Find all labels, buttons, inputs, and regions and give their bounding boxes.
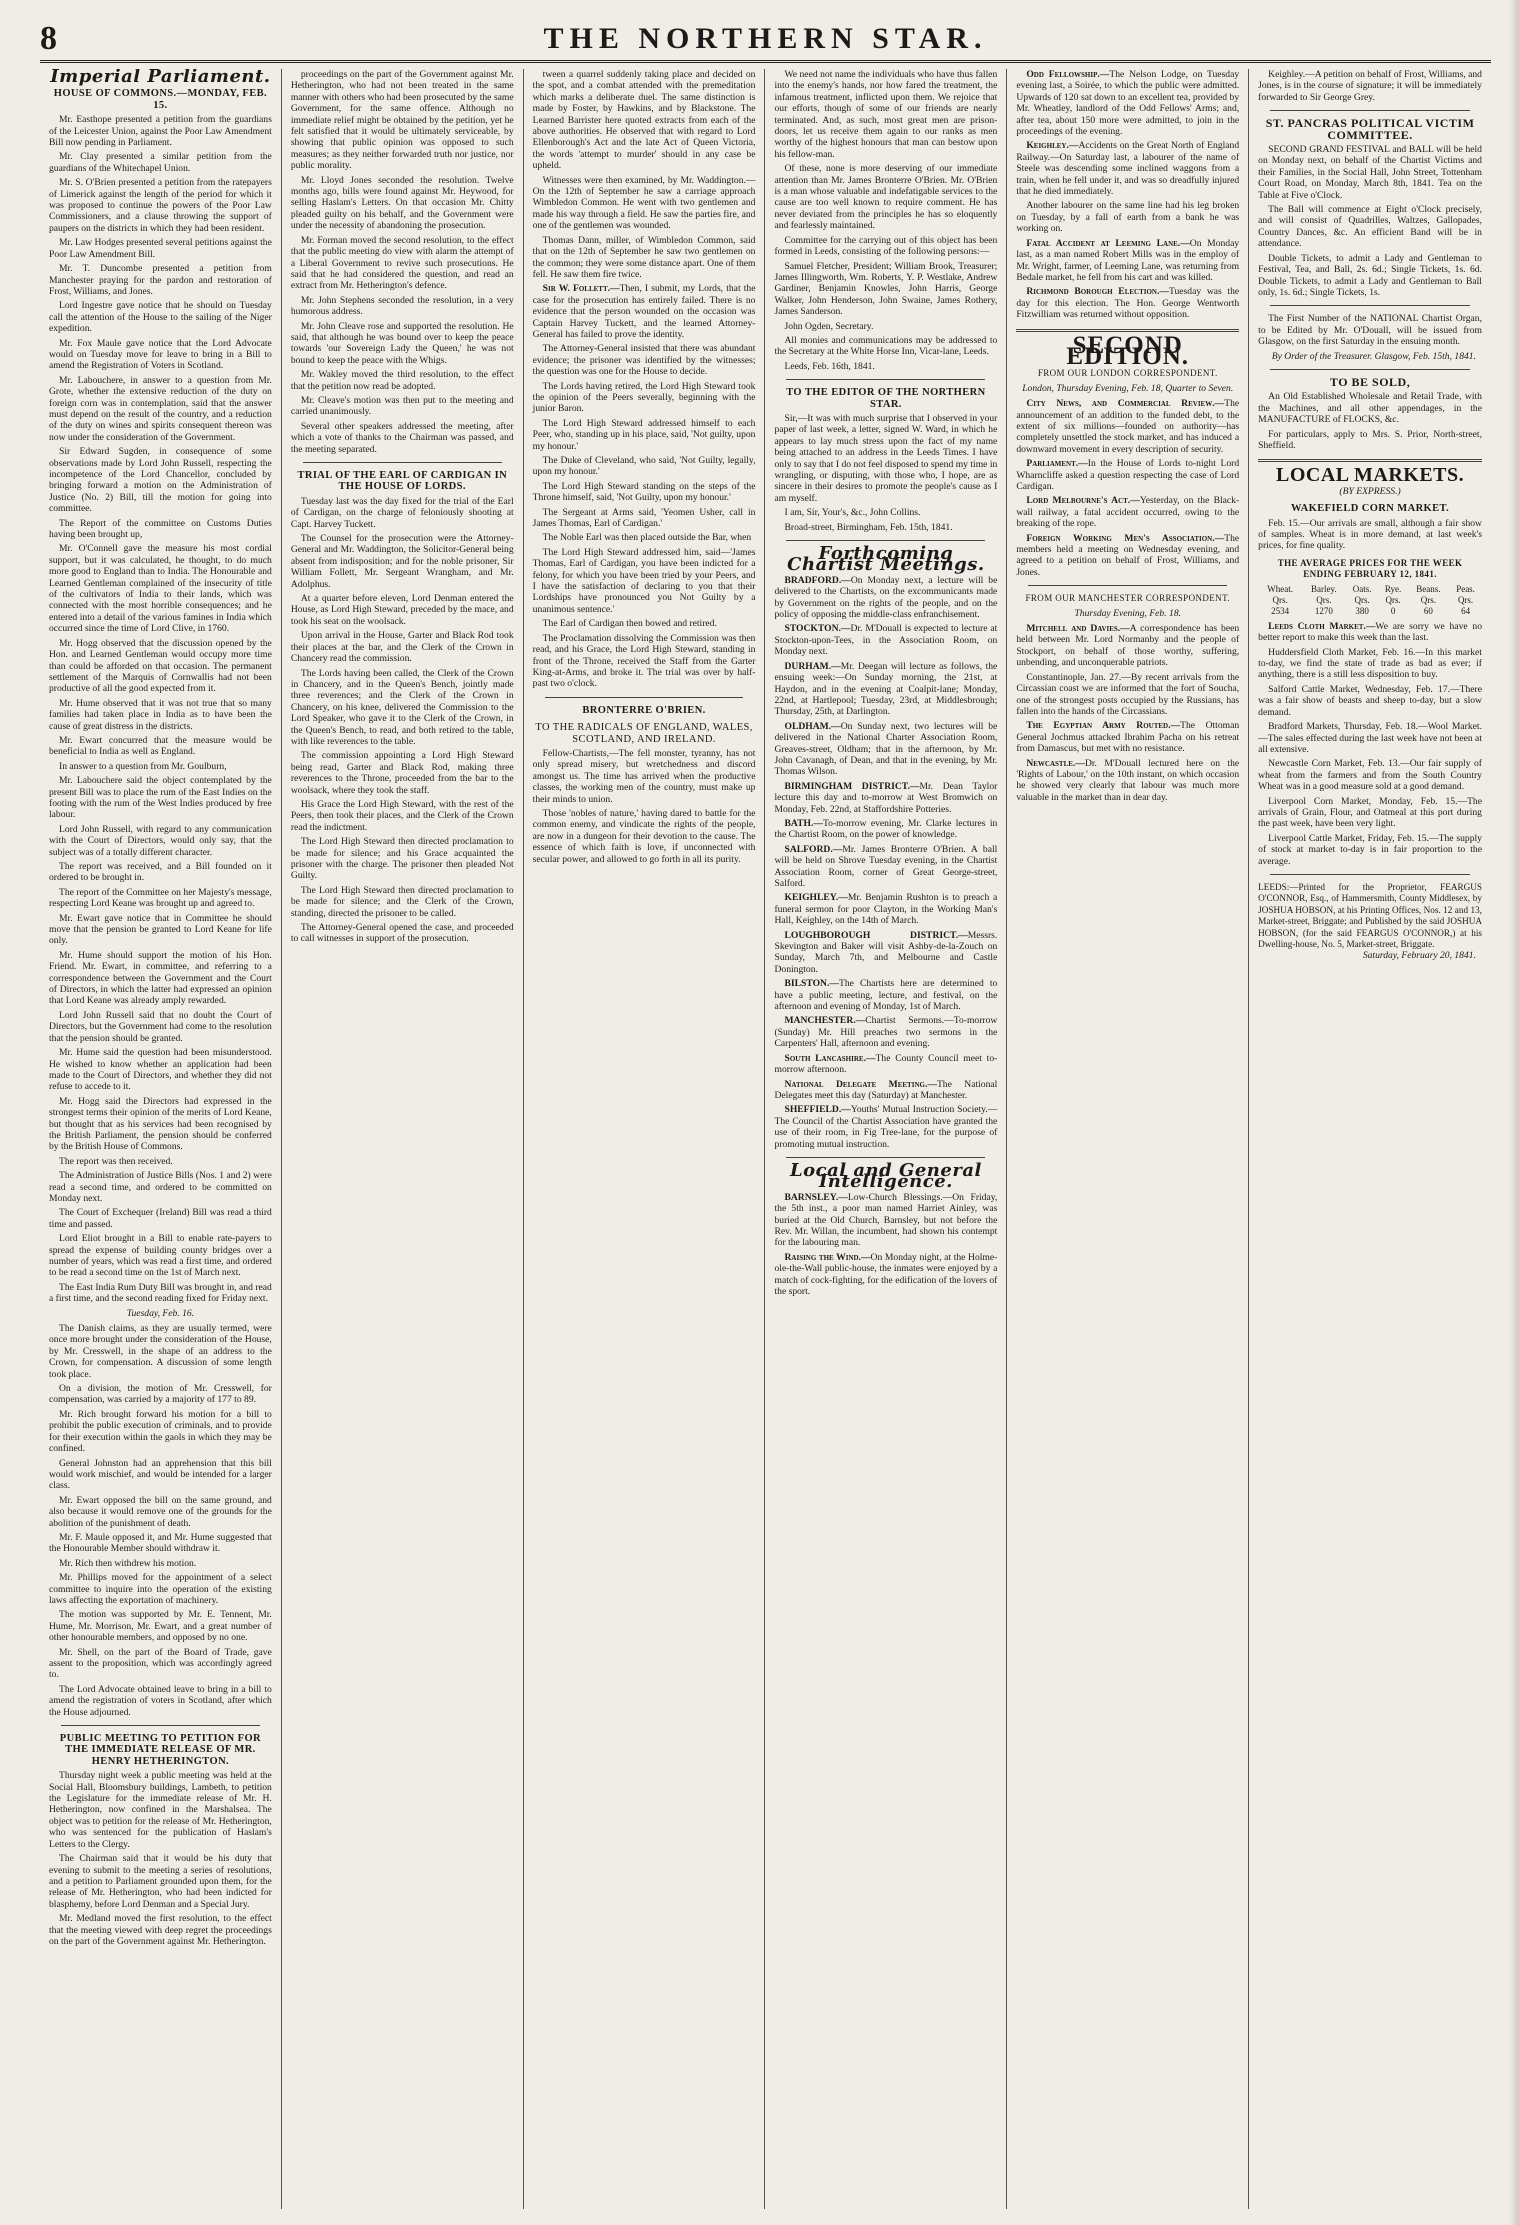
paragraph: proceedings on the part of the Government against Mr. Hetherington, who had not been treated in the same manner with others who had been prosecuted by the same Government, for the same offence. Although no immediate relief might be obtained by the petition, yet he felt satisfied that it would be ultimately serviceable, by showing that public opinion was opposed to such measures; as they neither forwarded truth nor justice, nor public morality. [290,69,514,172]
london-dateline: London, Thursday Evening, Feb. 18, Quarter to Seven. [1022,382,1234,394]
paragraph: Huddersfield Cloth Market, Feb. 16.—In this market to-day, we find the state of trade as bad as ever; if anything, there is a still less disposition to buy. [1258,646,1482,681]
paragraph: BRADFORD.—On Monday next, a lecture will be delivered to the Chartists, on the excommunicants made by Government on the rights of the people, and on the policy of opposing the middle-class enfranchisement. [774,574,998,621]
paragraph: Sir W. Follett.—Then, I submit, my Lords, that the case for the prosecution has entirely failed. There is no evidence that the person wounded on the occasion was Captain Harvey Tuckett, and the learned Attorney-General has failed to prove the identity. [532,283,756,340]
editor-letter [774,413,997,533]
paragraph: BILSTON.—The Chartists here are determined to have a public meeting, lecture, and festival, on the afternoon and evening of Monday, 1st of March. [774,978,998,1013]
paragraph: Mr. John Stephens seconded the resolution, in a very humorous address. [290,294,514,318]
london-correspondent-line: FROM OUR LONDON CORRESPONDENT. [1037,368,1218,379]
averages-cell: 380 [1355,606,1369,617]
paragraph: South Lancashire.—The County Council meet to-morrow afternoon. [774,1052,998,1076]
paragraph: Foreign Working Men's Association.—The members held a meeting on Wednesday evening, and agreed to a petition on behalf of Frost, Williams, and Jones. [1016,532,1240,578]
paragraph: OLDHAM.—On Sunday next, two lectures will be delivered in the National Charter Association Room, Greaves-street, Oldham; that in the afternoon, by Mr. John Cavanagh, of Dean, and that in the evening, by Mr. Thomas Wilson. [774,720,998,778]
paragraph: Mr. O'Connell gave the measure his most cordial support, but it was calculated, he thought, to do much more good to England than to India. The Honourable and Learned Gentleman complained of the insecurity of title of the cultivators of India to their lands, which was connected with the most horrible consequences; and he entered into a detail of the various famines in India which occurred since the time of Lord Clive, in 1760. [49,543,272,635]
markets-subhead: (BY EXPRESS.) [1339,485,1401,497]
paragraph: The Duke of Cleveland, who said, 'Not Guilty, legally, upon my honour.' [532,455,756,478]
paragraph: BATH.—To-morrow evening, Mr. Clarke lectures in the Chartist Room, on the power of knowledge. [774,817,998,841]
paragraph: Mr. Ewart opposed the bill on the same ground, and also because it would remove one of the grounds for the abolition of the punishment of death. [49,1494,272,1529]
paragraph: LOUGHBOROUGH DISTRICT.—Messrs. Skevington and Baker will visit Ashby-de-la-Zouch on Sunday, March 7th, and Melbourne and Castle Donington. [774,929,998,975]
paragraph: Mr. F. Maule opposed it, and Mr. Hume suggested that the Honourable Member should withdraw it. [49,1531,272,1555]
paragraph: The Earl of Cardigan then bowed and retired. [542,618,717,630]
paragraph: The Attorney-General opened the case, and proceeded to call witnesses in support of the prosecution. [290,922,514,945]
paragraph: MANCHESTER.—Chartist Sermons.—To-morrow (Sunday) Mr. Hill preaches two sermons in the Carpenters' Hall, afternoon and evening. [774,1015,998,1050]
local-list [774,1192,997,1298]
manchester-body [1016,623,1239,803]
paragraph: Mr. Hogg said the Directors had expressed in the strongest terms their opinion of the merits of Lord Keane, but thought that as his services had been recognised by the British Parliament, the pension should be conferred by the British House of Commons. [49,1095,272,1153]
paragraph: His Grace the Lord High Steward, with the rest of the Peers, then took their places, and the Clerk of the Crown read the indictment. [290,798,514,833]
paragraph: Mr. Fox Maule gave notice that the Lord Advocate would on Tuesday move for leave to bring in a Bill to amend the Registration of Voters in Scotland. [49,337,272,372]
divider [545,697,744,698]
column-5 [1007,69,1249,2209]
divider [1270,110,1470,111]
divider [786,1157,985,1158]
averages-cell: Qrs. [1385,595,1401,606]
paragraph: tween a quarrel suddenly taking place and decided on the spot, and a combat attended with the premeditation which marks a deliberate duel. The same distinction is made by Foster, by Hawkins, and by Blackstone. The Learned Barrister here quoted extracts from each of the above authorities. He observed that with regard to Lord Ellenborough's Act and the late Act of Queen Victoria, the words 'attempt to murder' should in any case be upheld. [532,69,756,172]
averages-header-row [1258,584,1482,595]
paragraph: The Chairman said that it would be his duty that evening to submit to the meeting a series of resolutions, and a petition to Parliament grounded upon them, for the release of Mr. Hetherington, who had been indicted for blasphemy, before Lord Denman and a Special Jury. [49,1853,272,1910]
paragraph: Tuesday last was the day fixed for the trial of the Earl of Cardigan, on the charge of feloniously shooting at Capt. Harvey Tuckett. [290,495,514,530]
meetings-headline: Forthcoming Chartist Meetings. [787,543,985,576]
bronterre-body [533,748,756,865]
paragraph: The Administration of Justice Bills (Nos. 1 and 2) were read a second time, and ordered to be committed on Monday next. [49,1170,272,1204]
paragraph: Mr. Forman moved the second resolution, to the effect that the public meeting do view with alarm the attempt of a Liberal Government to revive such prosecutions. He said that he had considered the question, and read an extract from Mr. Hetherington's defence. [290,234,514,292]
paragraph: Leeds, Feb. 16th, 1841. [784,360,875,372]
paragraph: General Johnston had an apprehension that this bill would work mischief, and would be intended for a larger class. [49,1457,272,1492]
paragraph: Another labourer on the same line had his leg broken on Tuesday, by a fall of earth from a bank he was working on. [1016,200,1240,235]
divider [1028,585,1227,586]
paragraph: Odd Fellowship.—The Nelson Lodge, on Tuesday evening last, a Soirée, to which the public were admitted. Upwards of 120 sat down to an excellent tea, provided by Mr. Wheatley, landlord of the Odd Fellows' Arms; and, after tea, about 150 more were admitted, to join in the proceedings of the evening. [1016,69,1240,138]
paragraph: Of these, none is more deserving of our immediate attention than Mr. James Bronterre O'Brien. Mr. O'Brien is a man whose valuable and indefatigable services to the cause are too well known to require comment. He has never deviated from the principles he has so eloquently and fearlessly maintained. [774,163,998,232]
averages-cell: 2534 [1271,606,1290,617]
paragraph: Lord Melbourne's Act.—Yesterday, on the Black-wall railway, a fatal accident occurred, owing to the breaking of the rope. [1016,495,1240,530]
paragraph: In answer to a question from Mr. Goulburn, [59,760,227,772]
parliament-body [49,114,272,1304]
paragraph: SHEFFIELD.—Youths' Mutual Instruction Society.—The Council of the Chartist Association have granted the use of their room, in Fig Tree-lane, for the purpose of promoting mutual instruction. [774,1104,998,1150]
bronterre-subhead: TO THE RADICALS OF ENGLAND, WALES, SCOTLAND, AND IRELAND. [535,722,753,745]
column-1 [40,69,282,2209]
columns [40,69,1491,2209]
page-number: 8 [40,20,57,57]
paragraph: Thursday night week a public meeting was held at the Social Hall, Bloomsbury buildings, Lambeth, to petition the Legislature for the immediate release of Mr. H. Hetherington, now confined in the Marshalsea. The object was to petition for the release of Mr. Hetherington, who was sentenced for the publication of Haslam's Letters to the Clergy. [49,1770,272,1850]
paragraph: Samuel Fletcher, President; William Brook, Treasurer; James Illingworth, Wm. Roberts, Y. P. Westlake, Andrew Gardiner, Benjamin Knowles, John Harris, George Walker, John Henderson, John Swaine, James Rothery, James Sanderson. [774,260,998,318]
paragraph: Mr. T. Duncombe presented a petition from Manchester praying for the pardon and restoration of Frost, Williams, and Jones. [49,263,272,297]
paragraph: I am, Sir, Your's, &c., John Collins. [784,507,921,519]
paragraph: Fellow-Chartists,—The fell monster, tyranny, has not only spread misery, but wretchedness and discord amongst us. The time has arrived when the productive classes, the working men of the country, must make up their minds to union. [532,747,756,805]
paragraph: Mr. Hume said the question had been misunderstood. He wished to know whether an application had been made to the Court of Directors, and whether they did not refuse to accede to it. [49,1047,272,1093]
averages-cell: Qrs. [1457,595,1474,606]
paragraph: We need not name the individuals who have thus fallen into the enemy's hands, nor how fared the treatment, the infamous treatment, inflicted upon them. We rejoice that our efforts, though of some of our friends are nearly terminated. And, as such, most great men are prison-doors, let us receive them again to our ranks as men worthy of the highest honours that man can bestow upon his fellow-man. [774,69,998,160]
paragraph: Mr. Easthope presented a petition from the guardians of the Leicester Union, against the Poor Law Amendment Bill now pending in Parliament. [49,114,272,149]
paragraph: Witnesses were then examined, by Mr. Waddington.—On the 12th of September he saw a carriage approach Wimbledon Common. He went with two gentlemen and made his way through a field. He saw the parties fire, and one of the gentlemen was wounded. [532,174,756,232]
meetings-list [774,575,997,1150]
paragraph: The Lord High Steward then directed proclamation to be made for silence; and his Grace acquainted the prisoner with the charge. The prisoner then pleaded Not Guilty. [290,836,514,882]
paragraph: Keighley.—Accidents on the Great North of England Railway.—On Saturday last, a labourer of the name of Steele was descending some inclined waggons from a train, when he fell under it, and was so dreadfully injured that he died immediately. [1016,140,1240,198]
paragraph: Mr. Wakley moved the third resolution, to the effect that the petition now read be adopted. [290,369,514,392]
paragraph: Leeds Cloth Market.—We are sorry we have no better report to make this week than the last. [1258,620,1482,644]
paragraph: The Proclamation dissolving the Commission was then read, and his Grace, the Lord High Steward, standing in front of the Throne, received the Staff from the Garter King-at-Arms, and broke it. The trial was over by half-past two o'clock. [532,632,756,690]
paragraph: Newcastle.—Dr. M'Douall lectured here on the 'Rights of Labour,' on the 10th instant, on which occasion he showed very clearly that labour was much more valuable in the market than in dear day. [1016,757,1240,803]
paragraph: Mr. Labouchere said the object contemplated by the present Bill was to place the rum of the East Indies on the footing with the rum of the West Indies produced by free labour. [49,775,272,821]
paragraph: The Danish claims, as they are usually termed, were once more brought under the consideration of the House, by Mr. Cresswell, in the shape of an address to the Crown, for compensation. A discussion of some length took place. [49,1323,272,1380]
local-headline: Local and General Intelligence. [789,1159,982,1193]
paragraph: BIRMINGHAM DISTRICT.—Mr. Dean Taylor lecture this day and to-morrow at West Bromwich on Monday, Feb. 22nd, at Staffordshire Potteries. [774,780,998,815]
divider [303,462,502,463]
paragraph: Mr. Law Hodges presented several petitions against the Poor Law Amendment Bill. [49,237,272,260]
paragraph: Mr. Rich brought forward his motion for a bill to prohibit the public execution of criminals, and to provide for their execution within the gaols in which they may be confined. [49,1408,272,1455]
paragraph: Those 'nobles of nature,' having dared to battle for the common enemy, and vindicate the rights of the people, are now in a dungeon for their devotion to the cause. The essence of which faith is love, if unconnected with secular power, and allowed to go forth in all its purity. [532,807,756,865]
averages-cell: Peas. [1456,583,1475,594]
averages-cell: Qrs. [1354,595,1370,606]
paragraph: Mr. Hume should support the motion of his Hon. Friend. Mr. Ewart, in committee, and referring to a correspondence between the Government and the Court of Directors, in which the latter had expressed an opinion that Lord Keane was already amply rewarded. [49,949,272,1007]
london-body [1016,398,1239,578]
glasgow-signature: By Order of the Treasurer. Glasgow, Feb. 15th, 1841. [1271,350,1476,362]
averages-cell: Barley. [1311,583,1337,594]
averages-cell: Beans. [1416,583,1441,594]
paragraph: Mitchell and Davies.—A correspondence has been held between Mr. Lord Normanby and the people of Stockport, on behalf of those worthy, suffering, unbending, and unconquerable patriots. [1016,623,1240,669]
paragraph: The Lords having retired, the Lord High Steward took the opinion of the Peers severally, beginning with the junior Baron. [532,380,756,415]
paragraph: Fatal Accident at Leeming Lane.—On Monday last, as a man named Robert Mills was in the employ of Mr. Wright, farmer, of Leeming Lane, was returning from Bedale market, he fell from his cart and was killed. [1016,237,1240,283]
paragraph: Lord Eliot brought in a Bill to enable rate-payers to spread the expense of building county bridges over a number of years, which was read a first time, and ordered to be read a second time on the 1st of March next. [49,1233,272,1279]
paragraph: The Lord High Steward standing on the steps of the Throne himself, said, 'Not Guilty, upon my honour.' [532,480,756,504]
house-line: HOUSE OF COMMONS.—MONDAY, FEB. 15. [53,88,268,111]
paragraph: Mr. Lloyd Jones seconded the resolution. Twelve months ago, bills were found against Mr. Heywood, for selling Haslam's Letters. On that occasion Mr. Chitty pleaded guilty on his behalf, and the Government were under the necessity of abandoning the prosecution. [290,174,514,232]
paragraph: Bradford Markets, Thursday, Feb. 18.—Wool Market.—The sales effected during the last week have not been at all extensive. [1258,721,1482,755]
paragraph: Mr. S. O'Brien presented a petition from the ratepayers of Limerick against the length of the period for which it was proposed to continue the powers of the Poor Law Commissioners, and a clause throwing the support of paupers on the districts in which they had been resident. [49,177,272,234]
manchester-dateline: Thursday Evening, Feb. 18. [1074,607,1182,619]
bronterre-continued [774,69,997,372]
sold-headline: TO BE SOLD, [1329,374,1411,389]
paragraph: At a quarter before eleven, Lord Denman entered the House, as Lord High Steward, preceded by the mace, and took his seat on the woolsack. [290,593,514,627]
paragraph: The Report of the committee on Customs Duties having been brought up, [49,517,272,541]
paragraph: The Ball will commence at Eight o'Clock precisely, and will consist of Quadrilles, Waltzes, Gallopades, Country Dances, &c. An efficient Band will be in attendance. [1258,204,1482,250]
averages-value-row [1258,606,1482,617]
paragraph: Sir Edward Sugden, in consequence of some observations made by Lord John Russell, respecting the incompetence of the Lord Chancellor, concluded by bringing forward a motion on the Administration of Justice (No. 2) Bill, till the motion for going into committee. [49,446,272,515]
committee-body [1258,144,1482,298]
paragraph: Salford Cattle Market, Wednesday, Feb. 17.—There was a fair show of beasts and sheep to-day, but a slow demand. [1258,683,1482,718]
paragraph: KEIGHLEY.—Mr. Benjamin Rushton is to preach a funeral sermon for poor Clayton, in the Working Man's Hall, Keighley, on the 14th of March. [774,892,998,927]
paragraph: Double Tickets, to admit a Lady and Gentleman to Festival, Tea, and Ball, 2s. 6d.; Single Tickets, 1s. 6d. Double Tickets, to admit a Lady and Gentleman to Ball only, 1s. 6d.; Single Tickets, 1s. [1258,252,1482,298]
paragraph: Newcastle Corn Market, Feb. 13.—Our fair supply of wheat from the farmers and from the South Country Wheat was in a good measure sold at a good demand. [1258,758,1482,793]
meeting-headline: PUBLIC MEETING TO PETITION FOR THE IMMEDIATE RELEASE OF MR. HENRY HETHERINGTON. [59,1733,262,1767]
divider-double [1258,459,1482,462]
averages-cell: Wheat. [1267,583,1293,594]
divider [1270,305,1470,306]
paragraph: The report was received, and a Bill founded on it ordered to be brought in. [49,861,272,884]
divider [786,540,985,541]
keighley-paragraph: Keighley.—A petition on behalf of Frost, Williams, and Jones, is in the course of signature; it will be immediately forwarded to Sir George Grey. [1258,69,1482,103]
averages-unit-row [1258,595,1482,606]
paragraph: Constantinople, Jan. 27.—By recent arrivals from the Circassian coast we are informed that the fort of Soucha, one of the strongest posts occupied by the Russians, has fallen into the hands of the Circassians. [1016,671,1240,717]
paragraph: The Lord High Steward then directed proclamation to be made for silence; and the Clerk of the Crown, standing, directed the prisoner to be called. [290,884,514,919]
paragraph: The Attorney-General insisted that there was abundant evidence; the prisoner was identified by the witnesses; the question was one for the House to decide. [532,343,756,378]
paragraph: Mr. Medland moved the first resolution, to the effect that the meeting viewed with deep regret the proceedings on the part of the Government against Mr. Hetherington. [49,1913,272,1947]
tuesday-line: Tuesday, Feb. 16. [126,1307,195,1319]
column-4 [765,69,1007,2209]
markets-headline: LOCAL MARKETS. [1275,464,1465,487]
paragraph: Mr. Phillips moved for the appointment of a select committee to inquire into the operation of the existing laws affecting the exportation of machinery. [49,1572,272,1606]
paragraph: The report of the Committee on her Majesty's message, respecting Lord Keane was brought up and agreed to. [49,886,272,910]
paragraph: The Noble Earl was then placed outside the Bar, when [542,532,752,544]
paragraph: Lord Ingestre gave notice that he should on Tuesday call the attention of the House to the sailing of the Niger expedition. [49,300,272,335]
averages-cell: 64 [1461,606,1471,617]
paragraph: City News, and Commercial Review.—The announcement of an addition to the funded debt, to the extent of six millions—founded on authority—has completely unsettled the stock market, and has induced a downward movement in every description of security. [1016,398,1240,455]
editor-headline: TO THE EDITOR OF THE NORTHERN STAR. [786,387,986,410]
manchester-correspondent-line: FROM OUR MANCHESTER CORRESPONDENT. [1025,593,1230,604]
paragraph: Mr. Hume observed that it was not true that so many families had taken place in India as to have been the cause of great distress in the districts. [49,697,272,732]
parliament-body-2 [49,1323,272,1718]
masthead [40,18,1491,63]
section-title-parliament: Imperial Parliament. [50,69,271,87]
wakefield-paragraph: Feb. 15.—Our arrivals are small, although a fair show of samples. Wheat is in more demand, at last week's prices, for fine quality. [1258,517,1482,552]
column-3 [524,69,766,2209]
paragraph: Mr. Ewart concurred that the measure would be beneficial to India as well as England. [49,734,272,758]
paragraph: STOCKTON.—Dr. M'Douall is expected to lecture at Stockton-upon-Tees, in the Association Room, on Monday next. [774,623,998,658]
committee-headline: ST. PANCRAS POLITICAL VICTIM COMMITTEE. [1265,116,1475,142]
sold-paragraph-2: For particulars, apply to Mrs. S. Prior, North-street, Sheffield. [1258,428,1482,451]
paragraph: Mr. John Cleave rose and supported the resolution. He said, that although he was bound over to keep the peace towards 'our Sovereign Lady the Queen,' he was not bound to keep the peace with the Whigs. [290,320,514,366]
paragraph: Committee for the carrying out of this object has been formed in Leeds, consisting of the following persons:— [774,234,998,258]
paragraph: Mr. Rich then withdrew his motion. [59,1557,197,1569]
paragraph: SALFORD.—Mr. James Bronterre O'Brien. A ball will be held on Shrove Tuesday evening, in the Chartist Association Room, corner of Great George-street, Salford. [774,843,998,889]
paragraph: The motion was supported by Mr. E. Tennent, Mr. Hume, Mr. Morrison, Mr. Ewart, and a great number of other honourable members, and opposed by no one. [49,1609,272,1644]
divider [1270,369,1470,370]
imprint-date: Saturday, February 20, 1841. [1362,950,1476,962]
averages-cell: 0 [1390,606,1396,617]
paragraph: The Lords having been called, the Clerk of the Crown in Chancery, and in the Queen's Bench, jointly made three reverences; and the Clerk of the Crown in Chancery, on his knee, delivered the Commission to the Lord Speaker, who gave it to the Clerk of the Crown, in the Queen's Bench, to read, and both retired to the table, with like reverences to the table. [290,667,514,747]
paragraph: The Court of Exchequer (Ireland) Bill was read a third time and passed. [49,1207,272,1230]
paragraph: The Lord High Steward addressed himself to each Peer, who, standing up in his place, said, 'Not guilty, upon my honour.' [532,417,756,452]
paragraph: The Counsel for the prosecution were the Attorney-General and Mr. Waddington, the Solicitor-General being absent from indisposition; and for the noble prisoner, Sir William Follett, Mr. Sergeant Wrangham, and Mr. Adolphus. [290,533,514,590]
paragraph: Thomas Dann, miller, of Wimbledon Common, said that on the 12th of September he saw two gentlemen on the common; they were some distance apart. One of them fell. He saw them fire twice. [532,234,756,280]
paragraph: John Ogden, Secretary. [784,320,874,332]
paragraph: Liverpool Corn Market, Monday, Feb. 15.—The arrivals of Grain, Flour, and Oatmeal at this port during the past week, have been very light. [1258,795,1482,830]
paragraph: Upon arrival in the House, Garter and Black Rod took their places at the bar, and the Clerk of the Crown in Chancery read the commission. [290,630,514,665]
meeting-body [49,1770,272,1947]
paragraph: The Lord High Steward addressed him, said—'James Thomas, Earl of Cardigan, you have been indicted for a felony, for which you have been tried by your Peers, and I have the satisfaction of declaring to you that their Lordships have pronounced you Not Guilty by a unanimous sentence.' [532,546,756,615]
averages-headline: THE AVERAGE PRICES FOR THE WEEK ENDING FEBRUARY 12, 1841. [1277,557,1463,580]
paragraph: DURHAM.—Mr. Deegan will lecture as follows, the ensuing week:—On Sunday morning, the 21st, at Haydon, and in the evening at Coalpit-lane; Monday, 22nd, at Hartlepool; Tuesday, 23rd, at Middlesbrough; Thursday, 25th, at Darlington. [774,660,998,718]
imprint: LEEDS:—Printed for the Proprietor, FEARGUS O'CONNOR, Esq., of Hammersmith, County Middlesex, by JOSHUA HOBSON, at his Printing Offices, Nos. 12 and 13, Market-street, Briggate; and Published by the said JOSHUA HOBSON, (for the said FEARGUS O'CONNOR,) at his Dwelling-house, No. 5, Market-street, Briggate. [1258,881,1482,949]
paragraph: Liverpool Cattle Market, Friday, Feb. 15.—The supply of stock at market to-day is in fair proportion to the average. [1258,832,1482,867]
paragraph: The Sergeant at Arms said, 'Yeomen Usher, call in James Thomas, Earl of Cardigan.' [532,506,756,530]
trial-continued [533,69,756,690]
trial-headline: TRIAL OF THE EARL OF CARDIGAN IN THE HOUSE OF LORDS. [297,470,508,493]
local-continued [1016,69,1239,321]
paragraph: Several other speakers addressed the meeting, after which a vote of thanks to the Chairman was passed, and the meeting separated. [290,420,514,455]
paragraph: Mr. Shell, on the part of the Board of Trade, gave assent to the proposition, which was accordingly agreed to. [49,1646,272,1681]
paragraph: The report was then received. [59,1155,173,1167]
sold-paragraph: An Old Established Wholesale and Retail Trade, with the Machines, and all other appendages, in the MANUFACTURE of FLOCKS, &c. [1258,391,1482,426]
markets-body [1258,621,1482,867]
scan-edge-shadow [1509,0,1519,2225]
paragraph: Lord John Russell said that no doubt the Court of Directors, but the Government had come to the resolution that the pension should be granted. [49,1009,272,1044]
paragraph: Mr. Hogg observed that the discussion opened by the Hon. and Learned Gentleman would occupy more time than could be afforded on that occasion. The permanent settlement of the Marquis of Cornwallis had not been productive of all the good expected from it. [49,637,272,695]
paragraph: SECOND GRAND FESTIVAL and BALL will be held on Monday next, on behalf of the Chartist Victims and their Families, in the Social Hall, John Street, Tottenham Court Road, on Monday, March 8th, 1841. Tea on the Table at Five o'Clock. [1258,144,1482,201]
paper-title: THE NORTHERN STAR. [543,22,988,55]
bronterre-headline: BRONTERRE O'BRIEN. [582,704,706,716]
paragraph: Mr. Labouchere, in answer to a question from Mr. Grote, whether the extensive reduction of the duty on foreign corn was in contemplation, said that the answer must depend on the result of the country, and a reduction of the duty on wines and spirits consequent thereon was now under the consideration of the Government. [49,374,272,443]
paragraph: The Egyptian Army Routed.—The Ottoman General Jochmus attacked Ibrahim Pacha on his retreat from Damascus, but met with no resistance. [1016,720,1240,755]
paragraph: The commission appointing a Lord High Steward being read, Garter and Black Rod, making three reverences to the Throne, proceeded from the bar to the woolsack, where they took the staff. [290,750,514,796]
averages-table [1258,584,1482,618]
column-2 [282,69,524,2209]
second-edition-headline: SECOND EDITION. [1066,331,1190,370]
paragraph: BARNSLEY.—Low-Church Blessings.—On Friday, the 5th inst., a poor man named Harriet Ainley, was buried at the Old Church, Barnsley, but not before the Rev. Mr. Willan, the incumbent, had shown his contempt for the labouring man. [774,1191,998,1249]
divider [1270,874,1470,875]
averages-cell: Oats. [1352,583,1372,594]
averages-cell: 1270 [1314,606,1333,617]
column-6 [1249,69,1491,2209]
paragraph: Parliament.—In the House of Lords to-night Lord Wharncliffe asked a question respecting the case of Lord Cardigan. [1016,458,1240,492]
paragraph: Mr. Cleave's motion was then put to the meeting and carried unanimously. [290,394,514,418]
averages-cell: Qrs. [1272,595,1288,606]
averages-cell: Rye. [1384,583,1402,594]
paragraph: On a division, the motion of Mr. Cresswell, for compensation, was carried by a majority of 177 to 89. [49,1383,272,1406]
paragraph: Richmond Borough Election.—Tuesday was the day for this election. The Hon. George Wentworth Fitzwilliam was returned without opposition. [1016,286,1240,321]
paragraph: Mr. Ewart gave notice that in Committee he should move that the pension be granted to Lord Keane for life only. [49,912,272,947]
paragraph: The Lord Advocate obtained leave to bring in a bill to amend the registration of voters in Scotland, after which the House adjourned. [49,1683,272,1718]
averages-cell: 60 [1423,606,1433,617]
paragraph: Lord John Russell, with regard to any communication with the Court of Directors, would only say, that the subject was of a totally different character. [49,823,272,858]
divider [786,379,985,380]
national-paragraph: The First Number of the NATIONAL Chartist Organ, to be Edited by Mr. O'Douall, will be issued from Glasgow, on the first Saturday in the ensuing month. [1258,313,1482,348]
wakefield-headline: WAKEFIELD CORN MARKET. [1290,503,1450,515]
paragraph: Raising the Wind.—On Monday night, at the Holme-ole-the-Wall public-house, the inmates were enjoyed by a match of cock-fighting, for the edification of the lovers of the sport. [774,1251,998,1297]
averages-cell: Qrs. [1316,595,1332,606]
paragraph: All monies and communications may be addressed to the Secretary at the White Horse Inn, Vicar-lane, Leeds. [774,334,998,358]
divider [61,1725,260,1726]
paragraph: The East India Rum Duty Bill was brought in, and read a first time, and the second reading fixed for Friday next. [49,1281,272,1305]
averages-cell: Qrs. [1420,595,1437,606]
paragraph: Sir,—It was with much surprise that I observed in your paper of last week, a letter, signed W. Ward, in which he appears to lay much stress upon the fact of my name being attached to an address in the Leeds Times. I have only to say that I do not feel disposed to spend my time in wrangling, or disputing, with those who, I hope, are as sincere in their desires to promote the people's cause as I am myself. [774,412,998,504]
meeting-continued [291,69,514,455]
trial-body [291,496,514,945]
paragraph: Broad-street, Birmingham, Feb. 15th, 1841. [784,521,953,533]
paragraph: Mr. Clay presented a similar petition from the guardians of the Whitechapel Union. [49,151,272,174]
paragraph: National Delegate Meeting.—The National Delegates meet this day (Saturday) at Manchester. [774,1078,998,1101]
